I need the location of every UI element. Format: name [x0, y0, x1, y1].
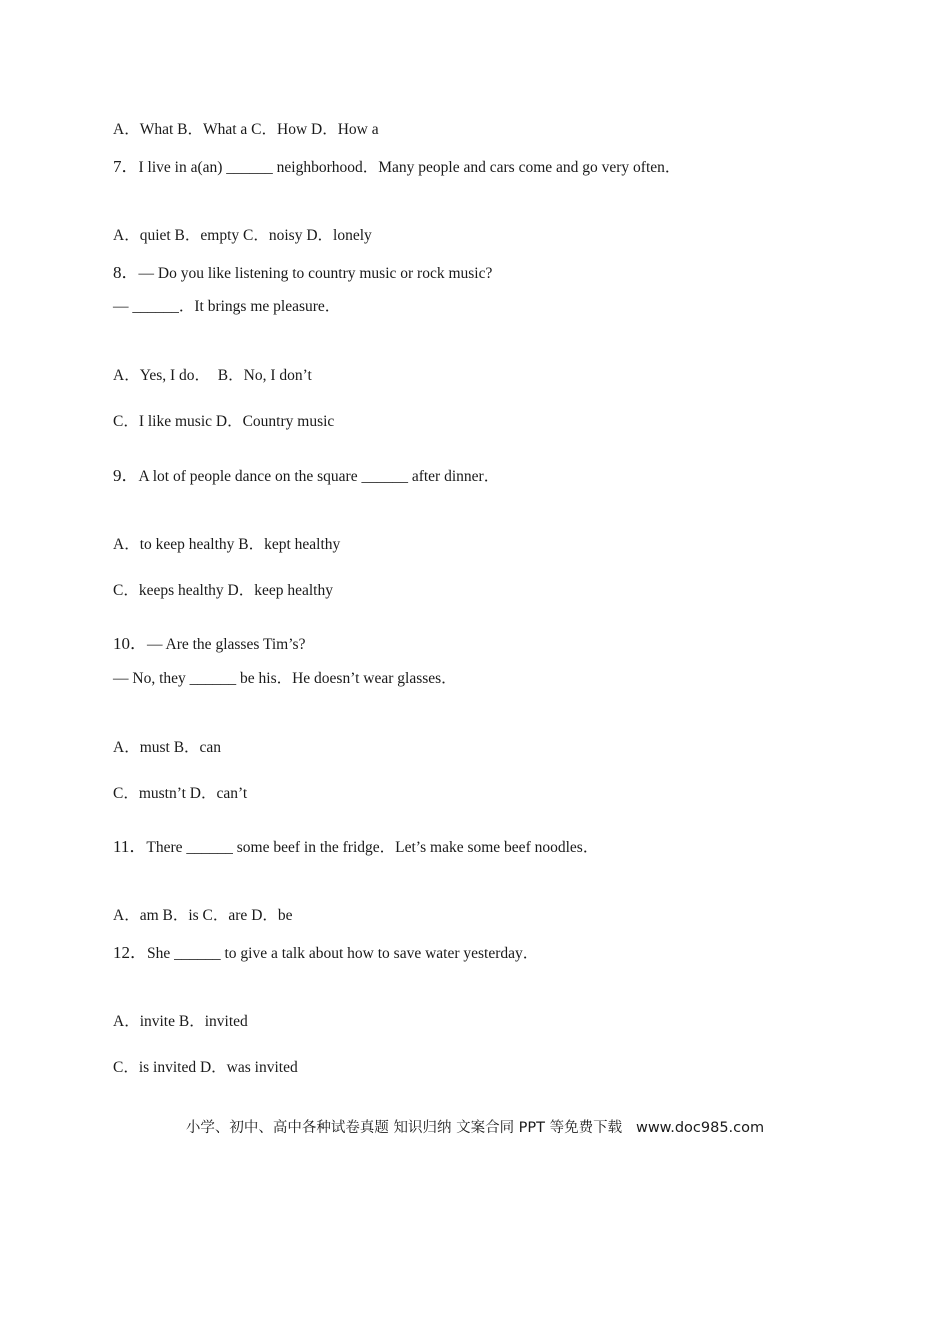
question-number: 12．	[113, 943, 147, 962]
question-12-options-cd: C．is invited D．was invited	[113, 1059, 298, 1076]
question-7-options: A．quiet B．empty C．noisy D．lonely	[113, 227, 372, 244]
question-number: 8．	[113, 263, 139, 282]
question-number: 11．	[113, 837, 147, 856]
question-number: 9．	[113, 466, 139, 485]
question-12-options-ab: A．invite B．invited	[113, 1013, 248, 1030]
question-10-stem-reply: — No, they ______ be his．He doesn’t wear glasses．	[113, 670, 457, 687]
question-10-stem: 10．— Are the glasses Tim’s?	[113, 634, 306, 653]
question-11-options: A．am B．is C．are D．be	[113, 907, 293, 924]
question-8-options-cd: C．I like music D．Country music	[113, 413, 335, 430]
question-12-stem: 12．She ______ to give a talk about how to save water yesterday．	[113, 943, 539, 962]
question-6-options: A．What B．What a C．How D．How a	[113, 121, 379, 138]
question-number: 7．	[113, 157, 139, 176]
question-9-options-ab: A．to keep healthy B．kept healthy	[113, 536, 341, 553]
question-10-options-cd: C．mustn’t D．can’t	[113, 785, 248, 802]
page-footer: 小学、初中、高中各种试卷真题 知识归纳 文案合同 PPT 等免费下载 www.doc985.com	[185, 1120, 765, 1136]
question-8-options-ab: A．Yes, I do． B．No, I don’t	[113, 367, 312, 384]
question-9-options-cd: C．keeps healthy D．keep healthy	[113, 582, 333, 599]
question-8-stem-reply: — ______．It brings me pleasure．	[113, 298, 341, 315]
question-9-stem: 9．A lot of people dance on the square ______ after dinner．	[113, 466, 500, 485]
question-11-stem: 11．There ______ some beef in the fridge．Let’s make some beef noodles．	[113, 837, 599, 856]
question-10-options-ab: A．must B．can	[113, 739, 222, 756]
question-7-stem: 7．I live in a(an) ______ neighborhood．Many people and cars come and go very often．	[113, 157, 681, 176]
question-8-stem: 8．— Do you like listening to country music or rock music?	[113, 263, 493, 282]
question-number: 10．	[113, 634, 147, 653]
